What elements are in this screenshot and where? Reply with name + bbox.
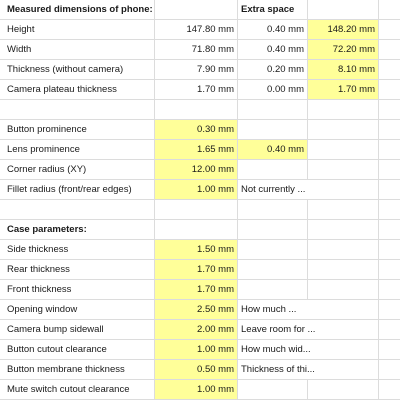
cell-empty[interactable]	[308, 160, 379, 180]
row-label[interactable]: Width	[0, 40, 155, 60]
row-label[interactable]: Side thickness	[0, 240, 155, 260]
row-label[interactable]: Fillet radius (front/rear edges)	[0, 180, 155, 200]
cell-empty[interactable]	[308, 0, 379, 20]
input-value[interactable]: 12.00 mm	[155, 160, 238, 180]
measured-value[interactable]: 7.90 mm	[155, 60, 238, 80]
input-value[interactable]: 0.50 mm	[155, 360, 238, 380]
table-row	[0, 140, 400, 160]
row-label[interactable]: Camera bump sidewall	[0, 320, 155, 340]
total-value[interactable]: 1.70 mm	[308, 80, 379, 100]
note-cell[interactable]	[238, 240, 308, 260]
row-label[interactable]: Lens prominence	[0, 140, 155, 160]
case-header-row	[0, 220, 400, 240]
row-label[interactable]: Button cutout clearance	[0, 340, 155, 360]
input-value[interactable]: 1.70 mm	[155, 280, 238, 300]
table-row	[0, 340, 400, 360]
input-value[interactable]: 2.50 mm	[155, 300, 238, 320]
header-row	[0, 0, 400, 20]
table-row	[0, 20, 400, 40]
input-value[interactable]: 1.70 mm	[155, 260, 238, 280]
table-row	[0, 320, 400, 340]
note-cell[interactable]: Leave room for ...	[238, 320, 379, 340]
row-label[interactable]: Opening window	[0, 300, 155, 320]
input-value[interactable]: 2.00 mm	[155, 320, 238, 340]
row-label[interactable]: Rear thickness	[0, 260, 155, 280]
cell-empty[interactable]	[238, 200, 308, 220]
cell-empty[interactable]	[379, 260, 400, 280]
table-row	[0, 180, 400, 200]
cell-empty[interactable]	[308, 220, 379, 240]
cell-empty[interactable]	[379, 180, 400, 200]
cell-empty[interactable]	[238, 120, 308, 140]
cell-empty[interactable]	[155, 100, 238, 120]
cell-empty[interactable]	[308, 280, 379, 300]
row-label[interactable]: Height	[0, 20, 155, 40]
input-value[interactable]: 0.30 mm	[155, 120, 238, 140]
input-value[interactable]: 1.00 mm	[155, 180, 238, 200]
cell-empty[interactable]	[379, 160, 400, 180]
note-cell[interactable]	[238, 380, 308, 400]
case-parameters-heading[interactable]: Case parameters:	[0, 220, 155, 240]
cell-empty[interactable]	[0, 200, 155, 220]
row-label[interactable]: Thickness (without camera)	[0, 60, 155, 80]
cell-empty[interactable]	[379, 80, 400, 100]
cell-empty[interactable]	[308, 100, 379, 120]
measured-value[interactable]: 147.80 mm	[155, 20, 238, 40]
cell-empty[interactable]	[238, 220, 308, 240]
cell-empty[interactable]	[155, 220, 238, 240]
measured-value[interactable]: 71.80 mm	[155, 40, 238, 60]
cell-empty[interactable]	[238, 160, 308, 180]
cell-empty[interactable]	[308, 140, 379, 160]
extra-space-value[interactable]: 0.00 mm	[238, 80, 308, 100]
cell-empty[interactable]	[379, 280, 400, 300]
row-label[interactable]: Corner radius (XY)	[0, 160, 155, 180]
cell-empty[interactable]	[379, 20, 400, 40]
note-cell[interactable]	[238, 260, 308, 280]
row-label[interactable]: Front thickness	[0, 280, 155, 300]
cell-empty[interactable]	[238, 100, 308, 120]
measured-value[interactable]: 1.70 mm	[155, 80, 238, 100]
cell-empty[interactable]	[379, 240, 400, 260]
total-value[interactable]: 8.10 mm	[308, 60, 379, 80]
cell-empty[interactable]	[379, 200, 400, 220]
extra-space-value[interactable]: 0.40 mm	[238, 20, 308, 40]
table-row	[0, 280, 400, 300]
table-row	[0, 120, 400, 140]
extra-space-heading[interactable]: Extra space	[238, 0, 308, 20]
cell-empty[interactable]	[379, 140, 400, 160]
cell-empty[interactable]	[379, 0, 400, 20]
cell-empty[interactable]	[0, 100, 155, 120]
cell-empty[interactable]	[379, 300, 400, 320]
input-value[interactable]: 1.00 mm	[155, 380, 238, 400]
cell-empty[interactable]	[308, 200, 379, 220]
cell-empty[interactable]	[379, 60, 400, 80]
cell-empty[interactable]	[379, 340, 400, 360]
total-value[interactable]: 148.20 mm	[308, 20, 379, 40]
cell-empty[interactable]	[155, 200, 238, 220]
cell-empty[interactable]	[155, 0, 238, 20]
note-cell[interactable]: Thickness of thi...	[238, 360, 379, 380]
extra-space-value[interactable]: 0.20 mm	[238, 60, 308, 80]
cell-empty[interactable]	[308, 380, 379, 400]
cell-empty[interactable]	[379, 320, 400, 340]
row-label[interactable]: Mute switch cutout clearance	[0, 380, 155, 400]
table-row	[0, 360, 400, 380]
note-cell[interactable]: How much wid...	[238, 340, 379, 360]
cell-empty[interactable]	[379, 220, 400, 240]
table-row	[0, 160, 400, 180]
input-value[interactable]: 1.00 mm	[155, 340, 238, 360]
note-cell[interactable]: How much ...	[238, 300, 379, 320]
empty-row	[0, 100, 400, 120]
note-cell[interactable]	[238, 280, 308, 300]
table-row	[0, 300, 400, 320]
input-value[interactable]: 1.50 mm	[155, 240, 238, 260]
note-cell[interactable]: Not currently ...	[238, 180, 379, 200]
cell-empty[interactable]	[379, 380, 400, 400]
cell-empty[interactable]	[379, 40, 400, 60]
cell-empty[interactable]	[308, 120, 379, 140]
row-label[interactable]: Camera plateau thickness	[0, 80, 155, 100]
input-value[interactable]: 1.65 mm	[155, 140, 238, 160]
table-row	[0, 240, 400, 260]
table-row	[0, 60, 400, 80]
total-value[interactable]: 72.20 mm	[308, 40, 379, 60]
cell-empty[interactable]	[379, 100, 400, 120]
cell-empty[interactable]	[308, 240, 379, 260]
table-row	[0, 40, 400, 60]
row-label[interactable]: Button membrane thickness	[0, 360, 155, 380]
row-label[interactable]: Button prominence	[0, 120, 155, 140]
lens-extra-value[interactable]: 0.40 mm	[238, 140, 308, 160]
extra-space-value[interactable]: 0.40 mm	[238, 40, 308, 60]
cell-empty[interactable]	[379, 120, 400, 140]
table-row	[0, 260, 400, 280]
empty-row	[0, 200, 400, 220]
table-row	[0, 380, 400, 400]
cell-empty[interactable]	[308, 260, 379, 280]
measured-dimensions-heading[interactable]: Measured dimensions of phone:	[0, 0, 155, 20]
cell-empty[interactable]	[379, 360, 400, 380]
table-row	[0, 80, 400, 100]
